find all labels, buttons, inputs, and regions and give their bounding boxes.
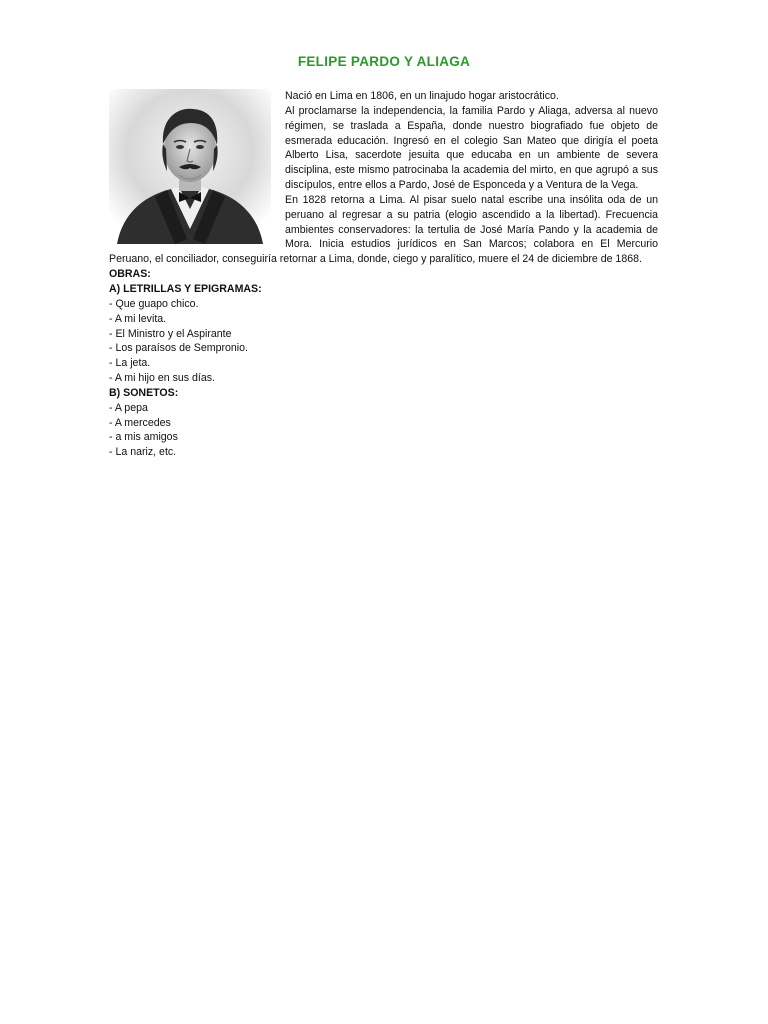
list-item: - a mis amigos	[109, 431, 178, 444]
list-item: - A mi levita.	[109, 312, 167, 325]
works-heading: OBRAS:	[109, 268, 151, 281]
portrait-image	[109, 89, 271, 244]
bio-paragraph-1: Nació en Lima en 1806, en un linajudo hogar aristocrático.	[285, 90, 559, 102]
bio-paragraph-2: Al proclamarse la independencia, la familia Pardo y Aliaga, adversa al nuevo régimen, se traslada a España, donde nuestro biografiado fue objeto de esmerada educación. Ingresó en el colegio San Mateo que dirigía el poeta Alberto Lisa, sacerdote jesuita que educaba en un ambiente de severa disciplina, este mismo patrocinaba la academia del mirto, en que agrupó a sus discípulos, entre ellos a Pardo, José de Esponceda y a Ventura de la Vega.	[285, 104, 658, 192]
list-item: - El Ministro y el Aspirante	[109, 327, 232, 340]
list-item: - La nariz, etc.	[109, 446, 177, 459]
list-item: - Que guapo chico.	[109, 297, 199, 310]
bio-paragraph-3: En 1828 retorna a Lima. Al pisar suelo natal escribe una insólita oda de un peruano al regresar a su patria (elogio ascendido a la libertad). Frecuencia ambientes conservadores: la tertulia de José María Pando y la academia de Mora. Inicia estudios jurídicos en San Marcos; colabora en El Mercurio Peruano, el conciliador, conseguiría retornar a Lima, donde, ciego y paralítico, muere el 24 de diciembre de 1868.	[109, 193, 658, 266]
list-item: - A mercedes	[109, 416, 171, 429]
section-b-heading: B) SONETOS:	[109, 386, 179, 399]
list-item: - La jeta.	[109, 357, 151, 370]
list-item: - A pepa	[109, 401, 148, 414]
list-item: - A mi hijo en sus días.	[109, 372, 215, 385]
document-body	[109, 89, 658, 460]
list-item: - Los paraísos de Sempronio.	[109, 342, 248, 355]
section-a-heading: A) LETRILLAS Y EPIGRAMAS:	[109, 282, 262, 295]
page-title: FELIPE PARDO Y ALIAGA	[297, 54, 471, 69]
